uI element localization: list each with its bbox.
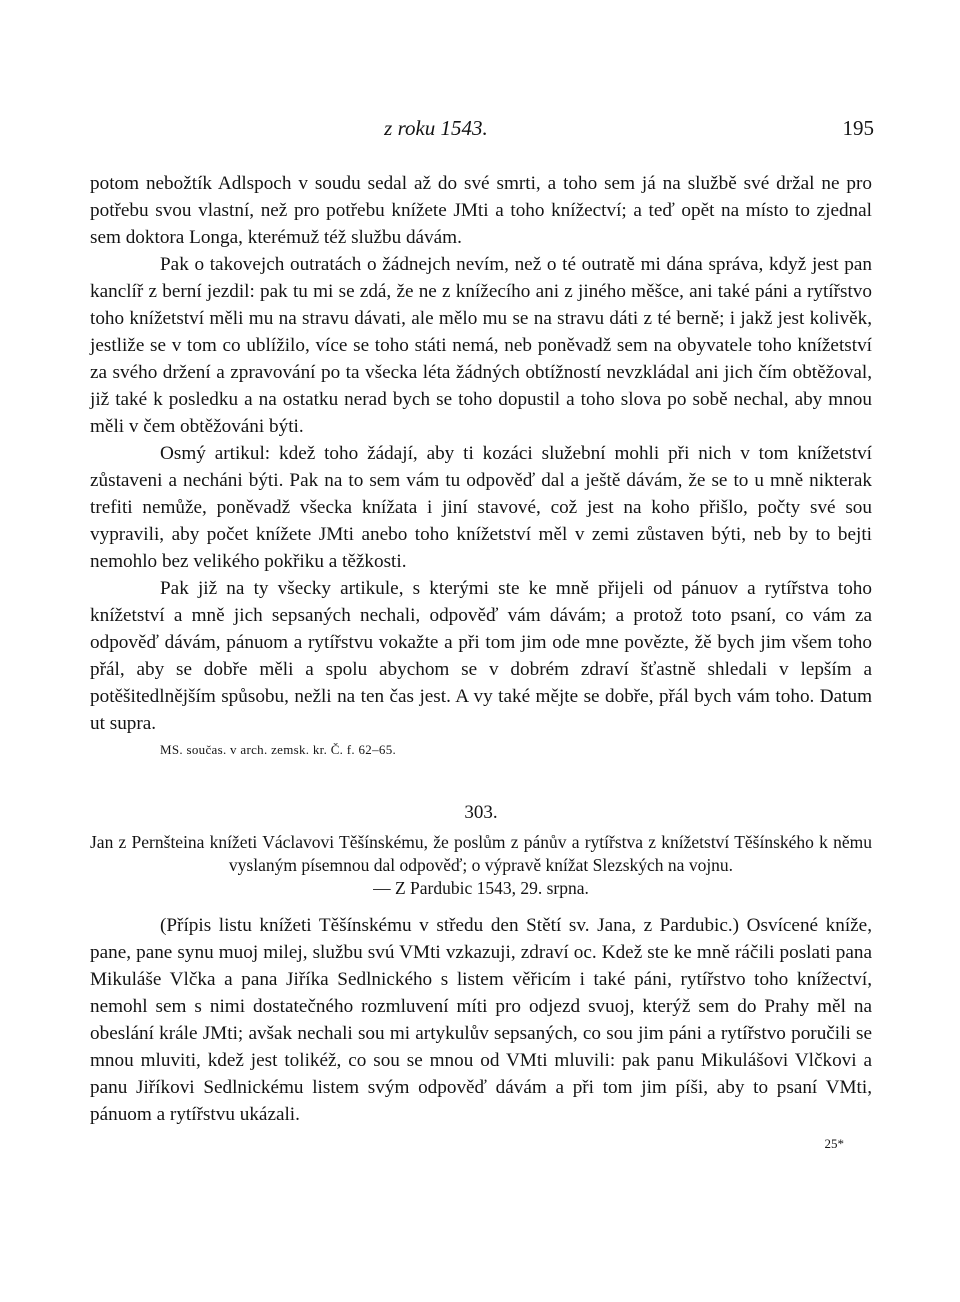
page xyxy=(90,112,872,1152)
document-date: — Z Pardubic 1543, 29. srpna. xyxy=(373,878,589,898)
body-text xyxy=(90,170,872,737)
running-title: z roku 1543. xyxy=(384,116,488,140)
source-note: MS. součas. v arch. zemsk. kr. Č. f. 62–65. xyxy=(160,742,397,757)
letter-paragraph: (Přípis listu knížeti Těšínskému v středu den Stětí sv. Jana, z Pardubic.) Osvícené kníže, pane, pane synu muoj milej, službu svú VMti vzkazuji, zdraví oc. Kdež ste ke mně ráčili poslati pana Mikuláše Vlčka a pana Jiříka Sedlnického s listem věřicím i také páni, rytířstvo toho knížectví, nemohl sem s nimi dostatečného rozmluvení míti pro odjezd svuoj, kterýž sem do Prahy měl na obeslání krále JMti; avšak nechali sou mi artykulův sepsaných, co sou jim páni a rytířstvo poručili se mnou mluviti, kdež jest tolikéž, co sou se mnou od VMti mluvili: pak panu Mikulášovi Vlčkovi a panu Jiříkovi Sedlnickému listem svým odpověď dávám a při tom jim píši, aby to psaní VMti, pánuom a rytířstvu ukázali. xyxy=(90,915,872,1125)
paragraph: Osmý artikul: kdež toho žádají, aby ti kozáci služební mohli při nich v tom knížetství zůstaveni a necháni býti. Pak na to sem vám tu odpověď dal a ještě dávám, že se to u mně nikterak trefiti nemůže, poněvadž všecka knížata i jiní stavové, což jest na koho přišlo, počty své sou vypravili, aby počet knížete JMti anebo toho knížetství měl v zemi zůstaven býti, neb by to bejti nemohlo bez velikého pokřiku a těžkosti. xyxy=(90,443,872,572)
document-number: 303. xyxy=(464,802,498,823)
running-head xyxy=(90,112,872,144)
paragraph: Pak již na ty všecky artikule, s kterými ste ke mně přijeli od pánuov a rytířstva toho knížetství a mně jich sepsaných nechali, odpověď vám dávám; a protož toto psaní, co vám za odpověď dávám, pánuom a rytířstvu vokažte a při tom jim ode mne povězte, žě bych jim všem toho přál, aby se dobře měli a spolu abychom se v dobrém zdraví šťastně shledali v lepším a potěšitedlnějším spůsobu, nežli na ten čas jest. A vy také mějte se dobře, přál bych vám toho. Datum ut supra. xyxy=(90,578,872,734)
signature-mark: 25* xyxy=(824,1136,844,1151)
letter-text xyxy=(90,912,872,1128)
page-number: 195 xyxy=(842,116,874,140)
paragraph-continued: potom nebožtík Adlspoch v soudu sedal až do své smrti, a toho sem já na službě své držal ne pro potřebu svou vlastní, než pro potřebu knížete JMti a toho knížectví; a teď opět na místo to zjednal sem doktora Longa, kterémuž též službu dávám. xyxy=(90,173,872,248)
document-summary: Jan z Pernšteina knížeti Václavovi Těšínskému, že poslům z pánův a rytířstva z knížetství Těšínského k němu vyslaným písemnou dal odpověď; o výpravě knížat Slezských na vojnu. xyxy=(90,832,872,875)
paragraph: Pak o takovejch outratách o žádnejch nevím, než o té outratě mi dána správa, když jest pan kanclíř z berní jezdil: pak tu mi se zdá, že ne z knížecího ani z jiného měšce, ani také páni a rytířstvo toho knížetství měli mu na stravu dávati, ale mělo mu se na stravu dáti z té berně; i jakž jest kolivěk, jestliže se v tom co ublížilo, více se toho státi nemá, neb poněvadž sem na obyvatele toho knížetství za svého držení a zpravování po ta všecka léta žádných obtížností nevzkládal ani jich čím obtěžoval, již také k posledku a na ostatku nerad bych se toho dopustil a toho slova po sobě nechal, aby mnou měli v čem obtěžováni býti. xyxy=(90,254,872,437)
